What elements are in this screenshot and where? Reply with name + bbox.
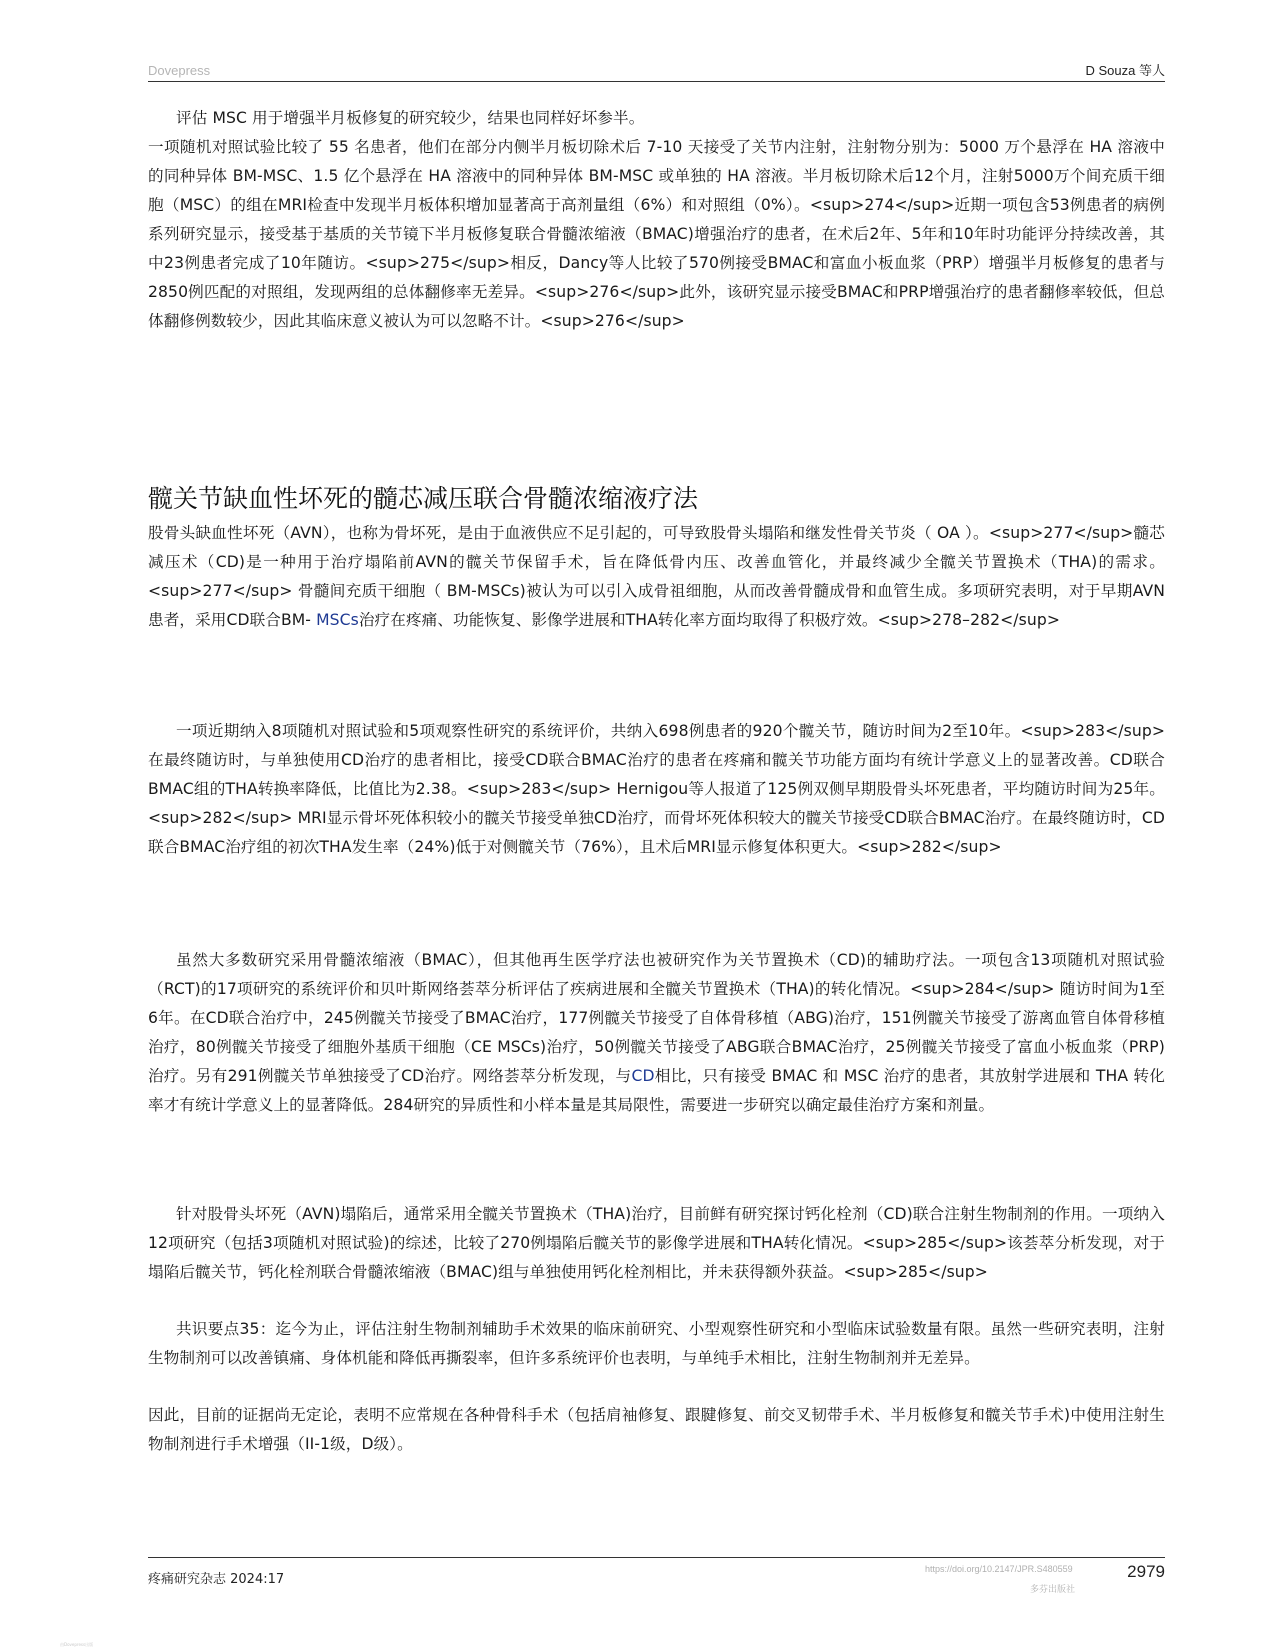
footer-divider [148, 1557, 1165, 1558]
paragraph-avn-background [148, 519, 1165, 635]
paragraph-meniscus-rct: 一项随机对照试验比较了 55 名患者，他们在部分内侧半月板切除术后 7-10 天接受了关节内注射，注射物分别为：5000 万个悬浮在 HA 溶液中的同种异体 BM-MSC、1.5 亿个悬浮在 HA 溶液中的同种异体 BM-MSC 或单独的 HA 溶液。半月板切除术后12个月，注射5000万个间充质干细胞（MSC）的组在MRI检查中发现半月板体积增加显著高于高剂量组（6%）和对照组（0%）。<sup>274</sup>近期一项包含53例患者的病例系列研究显示，接受基于基质的关节镜下半月板修复联合骨髓浓缩液（BMAC)增强治疗的患者，在术后2年、5年和10年时功能评分持续改善，其中23例患者完成了10年随访。<sup>275</sup>相反，Dancy等人比较了570例接受BMAC和富血小板血浆（PRP）增强半月板修复的患者与2850例匹配的对照组，发现两组的总体翻修率无差异。<sup>276</sup>此外，该研究显示接受BMAC和PRP增强治疗的患者翻修率较低，但总体翻修例数较少，因此其临床意义被认为可以忽略不计。<sup>276</sup> [148, 138, 1165, 330]
page-number: 2979 [1127, 1562, 1165, 1581]
paragraph-nma-text-b: 相比，只有接受 BMAC 和 MSC 治疗的患者，其放射学进展和 THA 转化率才有统计学意义上的显著降低。284研究的异质性和小样本量是其局限性，需要进一步研究以确定最佳治疗方案和剂量。 [148, 1067, 1165, 1114]
paragraph-nma-text-a: 虽然大多数研究采用骨髓浓缩液（BMAC），但其他再生医学疗法也被研究作为关节置换术（CD)的辅助疗法。一项包含13项随机对照试验（RCT)的17项研究的系统评价和贝叶斯网络荟萃分析评估了疾病进展和全髋关节置换术（THA)的转化情况。<sup>284</sup> 随访时间为1至6年。在CD联合治疗中，245例髋关节接受了BMAC治疗，177例髋关节接受了自体骨移植（ABG)治疗，151例髋关节接受了游离血管自体骨移植治疗，80例髋关节接受了细胞外基质干细胞（CE MSCs)治疗，50例髋关节接受了ABG联合BMAC治疗，25例髋关节接受了富血小板血浆（PRP)治疗。另有291例髋关节单独接受了CD治疗。网络荟萃分析发现，与 [148, 951, 1165, 1085]
paragraph-systematic-review: 一项近期纳入8项随机对照试验和5项观察性研究的系统评价，共纳入698例患者的920个髋关节，随访时间为2至10年。<sup>283</sup>在最终随访时，与单独使用CD治疗的患者相比，接受CD联合BMAC治疗的患者在疼痛和髋关节功能方面均有统计学意义上的显著改善。CD联合BMAC组的THA转换率降低，比值比为2.38。<sup>283</sup> Hernigou等人报道了125例双侧早期股骨头坏死患者，平均随访时间为25年。<sup>282</sup> MRI显示骨坏死体积较小的髋关节接受单独CD治疗，而骨坏死体积较大的髋关节接受CD联合BMAC治疗。在最终随访时，CD联合BMAC治疗组的初次THA发生率（24%)低于对侧髋关节（76%），且术后MRI显示修复体积更大。<sup>282</sup> [148, 722, 1165, 856]
paragraph-avn-text-a: 股骨头缺血性坏死（AVN），也称为骨坏死，是由于血液供应不足引起的，可导致股骨头塌陷和继发性骨关节炎（ OA ）。<sup>277</sup>髓芯减压术（CD)是一种用于治疗塌陷前AVN的髋关节保留手术，旨在降低骨内压、改善血管化，并最终减少全髋关节置换术（THA)的需求。<sup>277</sup> 骨髓间充质干细胞（ BM-MSCs)被认为可以引入成骨祖细胞，从而改善骨髓成骨和血管生成。多项研究表明，对于早期AVN患者，采用CD联合BM- [148, 524, 1165, 629]
paragraph-consensus-point: 共识要点35：迄今为止，评估注射生物制剂辅助手术效果的临床前研究、小型观察性研究和小型临床试验数量有限。虽然一些研究表明，注射生物制剂可以改善镇痛、身体机能和降低再撕裂率，但许多系统评价也表明，与单纯手术相比，注射生物制剂并无差异。 [148, 1320, 1165, 1367]
msc-reference-link[interactable]: MSCs [316, 611, 359, 629]
author-running-head: D Souza 等人 [1085, 63, 1165, 78]
paragraph-post-collapse: 针对股骨头坏死（AVN)塌陷后，通常采用全髋关节置换术（THA)治疗，目前鲜有研究探讨钙化栓剂（CD)联合注射生物制剂的作用。一项纳入12项研究（包括3项随机对照试验)的综述，比较了270例塌陷后髋关节的影像学进展和THA转化情况。<sup>285</sup>该荟萃分析发现，对于塌陷后髋关节，钙化栓剂联合骨髓浓缩液（BMAC)组与单独使用钙化栓剂相比，并未获得额外获益。<sup>285</sup> [148, 1205, 1165, 1281]
paragraph-avn-text-b: 治疗在疼痛、功能恢复、影像学进展和THA转化率方面均取得了积极疗效。<sup>278–282</sup> [358, 611, 1061, 629]
footer-doi-link[interactable]: https://doi.org/10.2147/JPR.S480559 [925, 1564, 1073, 1574]
paragraph-network-meta-analysis [148, 946, 1165, 1120]
footer-publisher: 多芬出版社 [1030, 1585, 1076, 1595]
paragraph-msc-meniscus-intro: 评估 MSC 用于增强半月板修复的研究较少，结果也同样好坏参半。 [176, 109, 645, 127]
footer-journal-citation: 疼痛研究杂志 2024:17 [148, 1572, 285, 1587]
header-divider [148, 81, 1165, 82]
journal-brand: Dovepress [148, 63, 211, 78]
corner-watermark: 由Dovepress出版 [60, 1642, 94, 1647]
paragraph-conclusion: 因此，目前的证据尚无定论，表明不应常规在各种骨科手术（包括肩袖修复、跟腱修复、前交叉韧带手术、半月板修复和髋关节手术)中使用注射生物制剂进行手术增强（II-1级，D级）。 [148, 1406, 1165, 1453]
cd-reference-link[interactable]: CD [631, 1067, 655, 1085]
section-heading-avn: 髋关节缺血性坏死的髓芯减压联合骨髓浓缩液疗法 [148, 484, 699, 513]
